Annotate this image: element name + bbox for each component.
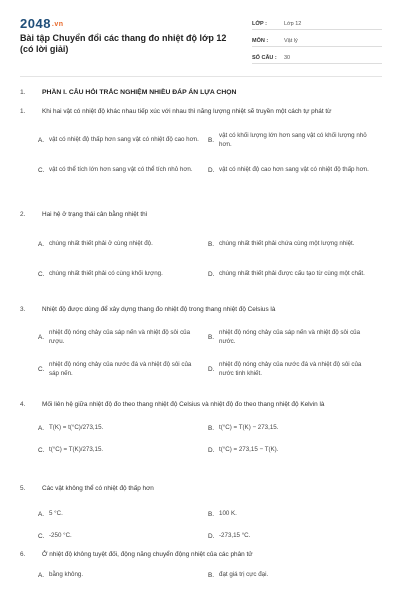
question-stem — [20, 107, 382, 117]
section-number: 1. — [20, 88, 26, 96]
question-stem — [20, 484, 382, 494]
question-5 — [20, 484, 382, 550]
option-c[interactable] — [38, 445, 208, 455]
question-number: 3. — [20, 306, 26, 313]
option-a[interactable] — [38, 570, 208, 580]
question-number: 2. — [20, 211, 26, 218]
option-row — [38, 503, 378, 525]
question-stem — [20, 400, 382, 410]
meta-value: 30 — [284, 55, 291, 61]
option-row — [38, 229, 378, 259]
option-letter: A. — [38, 571, 45, 579]
option-letter: B. — [208, 240, 215, 248]
option-text: vật có nhiệt độ cao hơn sang vật có nhiệt độ thấp hơn. — [219, 166, 369, 174]
meta-value: Vật lý — [284, 38, 298, 44]
option-letter: D. — [208, 446, 215, 454]
section-heading — [20, 87, 382, 97]
option-text: chúng nhất thiết phải có cùng khối lượng. — [49, 270, 163, 278]
option-d[interactable] — [208, 360, 378, 379]
answer-options — [38, 321, 378, 385]
option-letter: D. — [208, 365, 215, 373]
option-letter: D. — [208, 270, 215, 278]
option-row — [38, 353, 378, 385]
option-text: vật có thể tích lớn hơn sang vật có thể tích nhỏ hơn. — [49, 166, 193, 174]
meta-question-count — [252, 50, 382, 64]
option-letter: A. — [38, 333, 45, 341]
option-text: nhiệt độ nóng chảy của nước đá và nhiệt độ sôi của sáp nến. — [49, 360, 192, 377]
option-letter: A. — [38, 510, 45, 518]
option-b[interactable] — [208, 328, 378, 347]
option-text: T(K) = t(°C)/273,15. — [49, 424, 104, 432]
option-text: -273,15 °C. — [219, 532, 251, 540]
answer-options — [38, 503, 378, 547]
option-letter: A. — [38, 136, 45, 144]
question-2 — [20, 210, 382, 305]
option-a[interactable] — [38, 509, 208, 519]
option-text: chúng nhất thiết phải chứa cùng một lượng nhiệt. — [219, 240, 355, 248]
option-b[interactable] — [208, 239, 378, 249]
option-text: -250 °C. — [49, 532, 72, 540]
option-letter: C. — [38, 532, 45, 540]
option-letter: A. — [38, 240, 45, 248]
question-text: Ở nhiệt độ không tuyệt đối, động năng chuyển động nhiệt của các phân tử — [42, 551, 253, 558]
option-a[interactable] — [38, 423, 208, 433]
option-c[interactable] — [38, 269, 208, 279]
option-letter: C. — [38, 365, 45, 373]
question-text: Các vật không thể có nhiệt độ thấp hơn — [42, 485, 154, 492]
option-b[interactable] — [208, 423, 378, 433]
question-text: Khi hai vật có nhiệt độ khác nhau tiếp xúc với nhau thì năng lượng nhiệt sẽ truyền một cách tự phát từ — [42, 108, 332, 115]
answer-options — [38, 417, 378, 461]
option-letter: A. — [38, 424, 45, 432]
option-letter: B. — [208, 333, 215, 341]
meta-value: Lớp 12 — [284, 21, 302, 27]
header-divider — [20, 76, 382, 77]
answer-options — [38, 125, 378, 185]
option-b[interactable] — [208, 509, 378, 519]
site-logo[interactable] — [20, 16, 64, 31]
option-text: chúng nhất thiết phải được cấu tạo từ cùng một chất. — [219, 270, 365, 278]
option-text: đạt giá trị cực đại. — [219, 571, 269, 579]
question-stem — [20, 210, 382, 220]
option-letter: B. — [208, 571, 215, 579]
meta-key: MÔN : — [252, 38, 269, 44]
question-4 — [20, 400, 382, 484]
question-number: 5. — [20, 485, 26, 492]
question-number: 6. — [20, 551, 26, 558]
question-text: Nhiệt độ được dùng để xây dựng thang đo nhiệt độ trong thang nhiệt độ Celsius là — [42, 306, 276, 313]
section-title: PHẦN I. CÂU HỎI TRẮC NGHIỆM NHIỀU ĐÁP ÁN LỰA CHỌN — [42, 88, 237, 96]
option-text: bằng không. — [49, 571, 84, 579]
option-letter: B. — [208, 424, 215, 432]
document-meta — [252, 16, 382, 67]
option-text: 100 K. — [219, 510, 237, 518]
question-number: 1. — [20, 108, 26, 115]
logo-main: 2048 — [20, 16, 51, 31]
question-number: 4. — [20, 401, 26, 408]
option-a[interactable] — [38, 135, 208, 145]
option-row — [38, 155, 378, 185]
option-b[interactable] — [208, 131, 378, 150]
option-letter: C. — [38, 446, 45, 454]
option-letter: C. — [38, 270, 45, 278]
option-letter: D. — [208, 166, 215, 174]
option-row — [38, 125, 378, 155]
question-text: Hai hệ ở trạng thái cân bằng nhiệt thì — [42, 211, 148, 218]
answer-options — [38, 229, 378, 289]
meta-key: LỚP : — [252, 21, 267, 27]
option-d[interactable] — [208, 165, 378, 175]
meta-subject — [252, 33, 382, 47]
option-row — [38, 439, 378, 461]
question-1 — [20, 107, 382, 210]
option-b[interactable] — [208, 570, 378, 580]
option-d[interactable] — [208, 269, 378, 279]
option-row — [38, 259, 378, 289]
option-c[interactable] — [38, 165, 208, 175]
question-list — [20, 87, 382, 590]
question-text: Mối liên hệ giữa nhiệt độ đo theo thang nhiệt độ Celsius và nhiệt độ đo theo thang nhiệt độ Kelvin là — [42, 401, 325, 408]
document-title: Bài tập Chuyển đổi các thang đo nhiệt độ lớp 12 (có lời giải) — [20, 33, 227, 54]
option-d[interactable] — [208, 531, 378, 541]
question-3 — [20, 305, 382, 400]
option-text: nhiệt độ nóng chảy của sáp nến và nhiệt độ sôi của rượu. — [49, 328, 191, 345]
option-row — [38, 417, 378, 439]
question-stem — [20, 550, 382, 560]
option-d[interactable] — [208, 445, 378, 455]
option-text: chúng nhất thiết phải ở cùng nhiệt độ. — [49, 240, 153, 248]
option-letter: B. — [208, 136, 215, 144]
option-letter: D. — [208, 532, 215, 540]
option-c[interactable] — [38, 531, 208, 541]
option-text: nhiệt độ nóng chảy của sáp nến và nhiệt độ sôi của nước. — [219, 328, 361, 345]
option-a[interactable] — [38, 328, 208, 347]
logo-suffix: .vn — [51, 21, 64, 29]
option-c[interactable] — [38, 360, 208, 379]
option-row — [38, 525, 378, 547]
option-a[interactable] — [38, 239, 208, 249]
answer-options — [38, 568, 378, 582]
question-6 — [20, 550, 382, 590]
option-text: 5 °C. — [49, 510, 63, 518]
option-letter: B. — [208, 510, 215, 518]
option-row — [38, 568, 378, 582]
option-letter: C. — [38, 166, 45, 174]
option-text: t(°C) = T(K) − 273,15. — [219, 424, 279, 432]
meta-key: SỐ CÂU : — [252, 55, 277, 61]
option-text: t(°C) = 273,15 − T(K). — [219, 446, 279, 454]
option-text: nhiệt độ nóng chảy của nước đá và nhiệt độ sôi của nước tinh khiết. — [219, 360, 362, 377]
meta-grade — [252, 16, 382, 30]
page-header — [20, 16, 382, 62]
option-text: t(°C) = T(K)/273,15. — [49, 446, 104, 454]
option-text: vật có nhiệt độ thấp hơn sang vật có nhiệt độ cao hơn. — [49, 136, 199, 144]
option-text: vật có khối lượng lớn hơn sang vật có khối lượng nhỏ hơn. — [219, 131, 367, 148]
question-stem — [20, 305, 382, 315]
option-row — [38, 321, 378, 353]
